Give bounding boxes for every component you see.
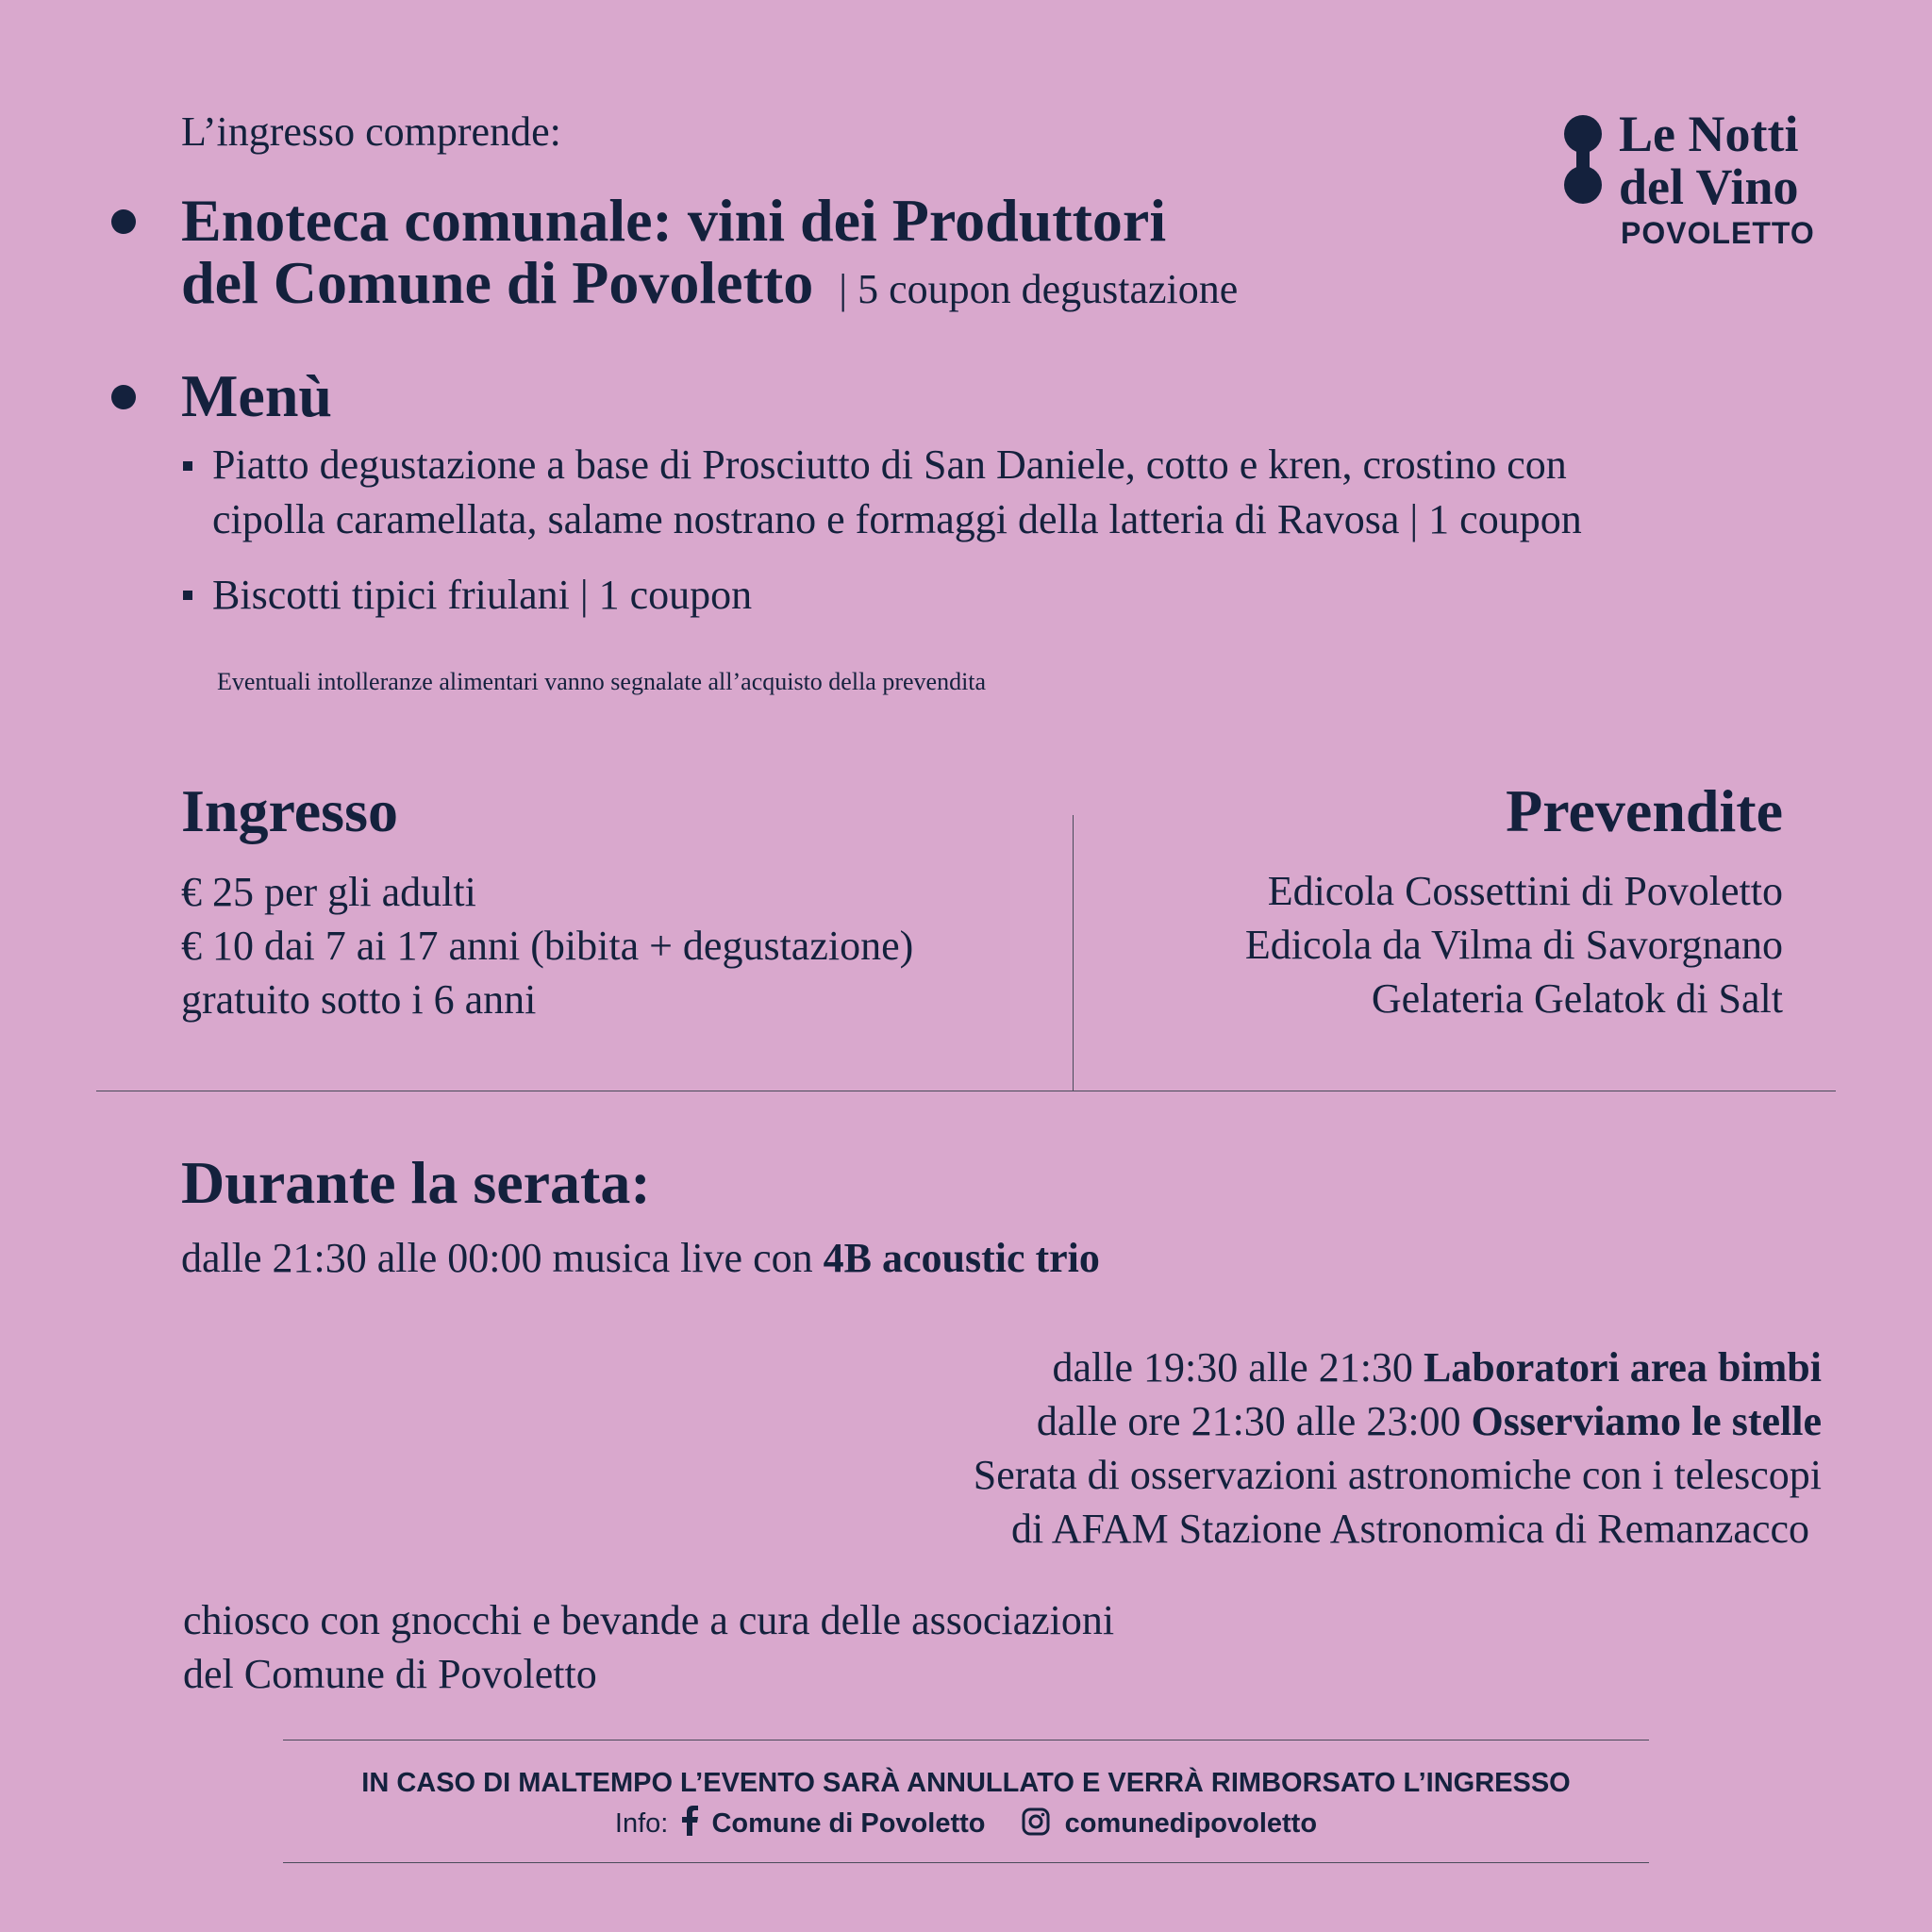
prevendite-line-3: Gelateria Gelatok di Salt	[1371, 975, 1783, 1022]
ingresso-line-3: gratuito sotto i 6 anni	[181, 976, 537, 1023]
prevendite-line-1: Edicola Cossettini di Povoletto	[1267, 868, 1783, 914]
instagram-icon	[1022, 1807, 1050, 1844]
intro-text: L’ingresso comprende:	[181, 108, 561, 155]
ingresso-line-1: € 25 per gli adulti	[181, 869, 476, 915]
stelle-description-1: Serata di osservazioni astronomiche con i telescopi	[973, 1452, 1822, 1498]
facebook-link[interactable]: Comune di Povoletto	[711, 1808, 986, 1839]
music-line	[181, 1232, 1100, 1285]
ingresso-title: Ingresso	[181, 777, 398, 844]
enoteca-line-2: del Comune di Povoletto	[181, 249, 814, 316]
menu-title: Menù	[181, 362, 332, 429]
logo-line-2: del Vino	[1619, 158, 1799, 215]
logo-line-1: Le Notti	[1619, 106, 1799, 162]
instagram-link[interactable]: comunedipovoletto	[1064, 1808, 1318, 1839]
info-label: Info:	[614, 1808, 669, 1839]
allergy-note: Eventuali intolleranze alimentari vanno segnalate all’acquisto della prevendita	[217, 668, 987, 695]
column-divider	[1073, 815, 1074, 1091]
ingresso-line-2: € 10 dai 7 ai 17 anni (bibita + degustazione)	[181, 923, 914, 969]
enoteca-line-2-row	[181, 247, 1238, 334]
music-band: 4B acoustic trio	[823, 1235, 1100, 1281]
footer-info-row	[0, 1806, 1932, 1844]
weather-warning: IN CASO DI MALTEMPO L’EVENTO SARÀ ANNULLATO E VERRÀ RIMBORSATO L’INGRESSO	[361, 1768, 1571, 1798]
stelle-title: Osserviamo le stelle	[1471, 1398, 1822, 1444]
bullet-square	[183, 591, 192, 600]
prevendite-title: Prevendite	[1506, 777, 1783, 844]
stelle-text: dalle ore 21:30 alle 23:00	[1036, 1398, 1472, 1444]
logo-line-3: POVOLETTO	[1621, 216, 1815, 250]
bullet-dot	[111, 385, 136, 409]
footer-bottom-rule	[283, 1862, 1649, 1863]
stelle-description-2: di AFAM Stazione Astronomica di Remanzacco	[1010, 1506, 1809, 1552]
enoteca-line-1: Enoteca comunale: vini dei Produttori	[181, 187, 1167, 254]
chiosco-line-2: del Comune di Povoletto	[183, 1651, 597, 1697]
menu-item-1-line-1: Piatto degustazione a base di Prosciutto di San Daniele, cotto e kren, crostino con	[212, 441, 1567, 488]
menu-item-2: Biscotti tipici friulani | 1 coupon	[212, 572, 753, 618]
facebook-icon	[681, 1806, 698, 1844]
bullet-dot	[111, 209, 136, 234]
enoteca-coupon: | 5 coupon degustazione	[839, 266, 1239, 312]
stelle-line	[1037, 1395, 1822, 1448]
chiosco-line-1: chiosco con gnocchi e bevande a cura delle associazioni	[183, 1597, 1115, 1643]
lab-title: Laboratori area bimbi	[1423, 1344, 1822, 1391]
logo-connector	[1576, 142, 1590, 179]
serata-title: Durante la serata:	[181, 1149, 651, 1216]
prevendite-line-2: Edicola da Vilma di Savorgnano	[1244, 922, 1783, 968]
music-text: dalle 21:30 alle 00:00 musica live con	[181, 1235, 824, 1281]
bullet-square	[183, 461, 192, 471]
lab-text: dalle 19:30 alle 21:30	[1052, 1344, 1424, 1391]
lab-line	[1052, 1341, 1822, 1394]
menu-item-1-line-2: cipolla caramellata, salame nostrano e formaggi della latteria di Ravosa | 1 coupon	[212, 496, 1582, 542]
